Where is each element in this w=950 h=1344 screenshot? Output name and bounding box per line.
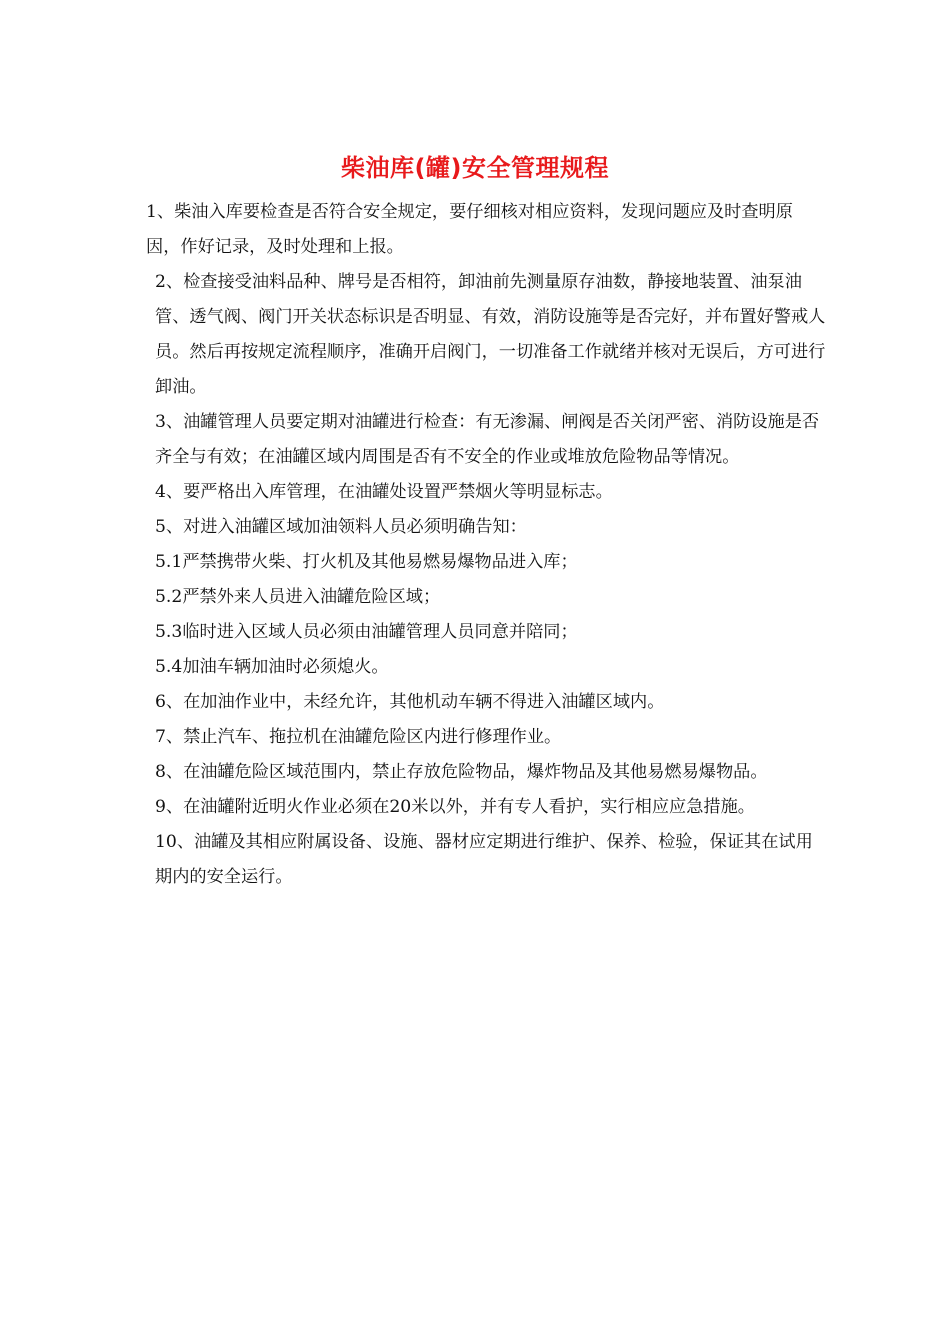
paragraph-10: 10、油罐及其相应附属设备、设施、器材应定期进行维护、保养、检验，保证其在试用期内的安全运行。 [155,832,813,887]
document-title: 柴油库(罐)安全管理规程 [341,154,609,182]
paragraph-5-1: 5.1严禁携带火柴、打火机及其他易燃易爆物品进入库； [155,552,578,572]
paragraph-8: 8、在油罐危险区域范围内，禁止存放危险物品，爆炸物品及其他易燃易爆物品。 [155,762,768,782]
paragraph-2: 2、检查接受油料品种、牌号是否相符，卸油前先测量原存油数，静接地装置、油泵油管、透气阀、阀门开关状态标识是否明显、有效，消防设施等是否完好，并布置好警戒人员。然后再按规定流程顺序，准确开启阀门，一切准备工作就绪并核对无误后，方可进行卸油。 [155,272,826,397]
paragraph-6: 6、在加油作业中，未经允许，其他机动车辆不得进入油罐区域内。 [155,692,665,712]
paragraph-5: 5、对进入油罐区域加油领料人员必须明确告知： [155,517,527,537]
paragraph-3: 3、油罐管理人员要定期对油罐进行检查：有无渗漏、闸阀是否关闭严密、消防设施是否齐全与有效；在油罐区域内周围是否有不安全的作业或堆放危险物品等情况。 [155,412,820,467]
paragraph-5-3: 5.3临时进入区域人员必须由油罐管理人员同意并陪同； [155,622,578,642]
document-body [146,195,826,895]
paragraph-9: 9、在油罐附近明火作业必须在20米以外，并有专人看护，实行相应应急措施。 [155,797,755,817]
paragraph-5-2: 5.2严禁外来人员进入油罐危险区域； [155,587,441,607]
paragraph-7: 7、禁止汽车、拖拉机在油罐危险区内进行修理作业。 [155,727,562,747]
paragraph-5-4: 5.4加油车辆加油时必须熄火。 [155,657,389,677]
paragraph-1: 1、柴油入库要检查是否符合安全规定，要仔细核对相应资料，发现问题应及时查明原因，作好记录，及时处理和上报。 [146,202,793,257]
paragraph-4: 4、要严格出入库管理，在油罐处设置严禁烟火等明显标志。 [155,482,613,502]
